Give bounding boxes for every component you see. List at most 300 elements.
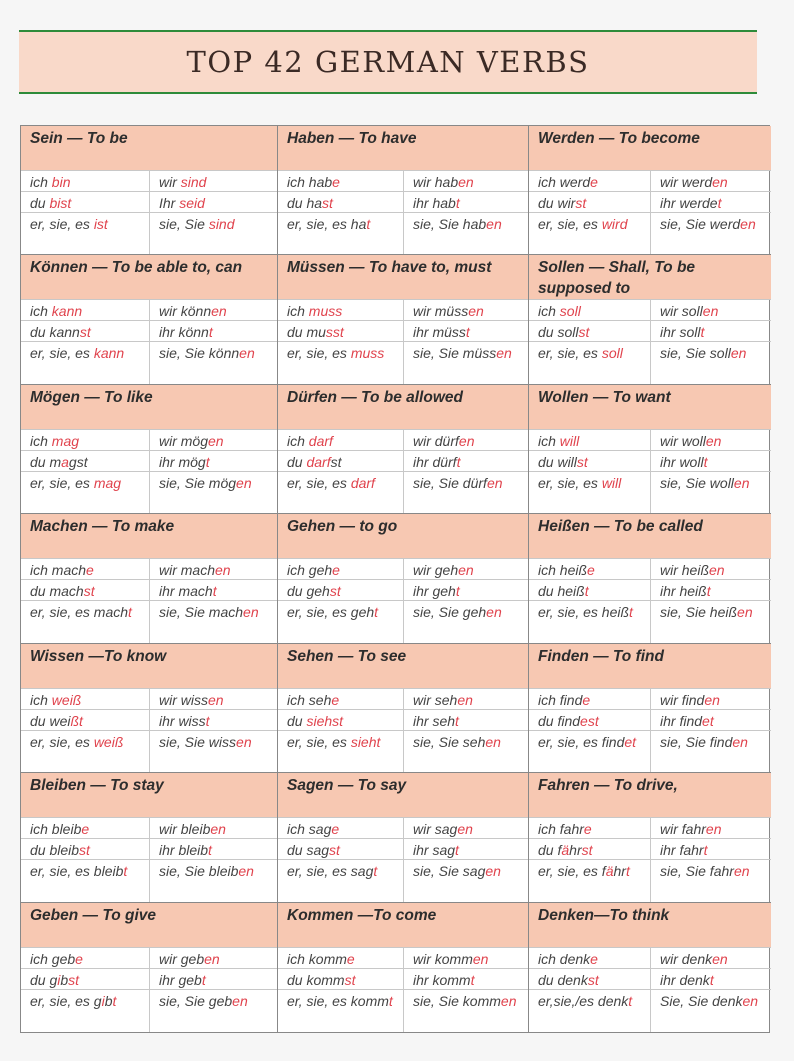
verb-heading: Gehen — to go bbox=[278, 514, 528, 558]
conjugation-cell bbox=[149, 559, 277, 579]
ending-text: t bbox=[373, 863, 378, 880]
conjugation-row bbox=[278, 170, 528, 191]
ending-text: en bbox=[485, 733, 501, 750]
ending-text: e bbox=[590, 174, 598, 190]
conjugation-cell bbox=[21, 430, 149, 450]
conjugation-cell bbox=[650, 818, 771, 838]
ending-text: bin bbox=[51, 174, 71, 190]
conjugation-row bbox=[21, 450, 277, 471]
stem-text: du mach bbox=[30, 583, 84, 600]
conjugation-cell bbox=[149, 818, 277, 838]
stem-text: er, sie, es bbox=[287, 733, 351, 750]
stem-text: wir mach bbox=[159, 562, 216, 579]
ending-text: en bbox=[215, 562, 231, 579]
conjugation-cell bbox=[21, 192, 149, 212]
ending-text: en bbox=[709, 562, 725, 579]
conjugation-cell bbox=[650, 580, 771, 600]
ending-text: en bbox=[204, 950, 220, 967]
ending-text: ßt bbox=[70, 712, 83, 729]
conjugation-cell bbox=[529, 213, 650, 254]
stem-text: du g bbox=[30, 971, 58, 988]
ending-text: t bbox=[455, 583, 460, 600]
conjugation-cell bbox=[278, 192, 403, 212]
conjugation-cell bbox=[149, 990, 277, 1032]
conjugation-cell bbox=[403, 342, 528, 383]
conjugation-row bbox=[21, 600, 277, 642]
ending-text: mag bbox=[51, 432, 80, 449]
ending-text: en bbox=[210, 821, 226, 838]
ending-text: en bbox=[458, 432, 475, 449]
ending-text: muss bbox=[308, 303, 343, 320]
conjugation-row bbox=[278, 212, 528, 254]
conjugation-row bbox=[278, 558, 528, 579]
conjugation-row bbox=[529, 320, 771, 341]
conjugation-cell bbox=[403, 321, 528, 341]
conjugation-row bbox=[278, 579, 528, 600]
conjugation-cell bbox=[650, 689, 771, 709]
conjugation-cell bbox=[21, 171, 149, 191]
conjugation-cell bbox=[403, 472, 528, 513]
conjugation-cell bbox=[149, 171, 277, 191]
conjugation-row bbox=[529, 709, 771, 730]
conjugation-row bbox=[529, 191, 771, 212]
conjugation-cell bbox=[21, 472, 149, 513]
stem-text: sie, Sie wiss bbox=[159, 733, 237, 750]
stem-text: wir find bbox=[660, 691, 705, 708]
stem-text: wir hab bbox=[413, 174, 459, 190]
conjugation-cell bbox=[21, 710, 149, 730]
stem-text: du mu bbox=[287, 324, 326, 341]
stem-text: er, sie, es ha bbox=[287, 216, 367, 232]
conjugation-cell bbox=[403, 451, 528, 471]
conjugation-cell bbox=[529, 430, 650, 450]
conjugation-cell bbox=[403, 818, 528, 838]
ending-text: t bbox=[456, 453, 461, 470]
stem-text: ihr soll bbox=[660, 324, 701, 341]
conjugation-row bbox=[529, 299, 771, 320]
conjugation-row bbox=[529, 989, 771, 1032]
stem-text: er, sie, es bbox=[287, 345, 351, 362]
verb-heading: Heißen — To be called bbox=[529, 514, 771, 558]
ending-text: en bbox=[457, 691, 473, 708]
ending-text: e bbox=[583, 821, 592, 838]
conjugation-cell bbox=[149, 948, 277, 968]
stem-text: sie, Sie soll bbox=[660, 345, 731, 362]
verb-heading: Sagen — To say bbox=[278, 773, 528, 817]
ending-text: t bbox=[128, 604, 132, 621]
ending-text: e bbox=[587, 562, 595, 579]
conjugation-cell bbox=[403, 300, 528, 320]
verb-heading: Wissen —To know bbox=[21, 644, 277, 688]
conjugation-cell bbox=[278, 580, 403, 600]
ending-text: en bbox=[485, 863, 501, 880]
conjugation-cell bbox=[650, 342, 771, 383]
conjugation-row bbox=[529, 429, 771, 450]
stem-text: ihr seh bbox=[413, 712, 456, 729]
verb-card bbox=[21, 644, 278, 773]
verb-card bbox=[21, 255, 278, 384]
conjugation-row bbox=[278, 191, 528, 212]
conjugation-cell bbox=[278, 948, 403, 968]
conjugation-cell bbox=[278, 601, 403, 642]
ending-text: t bbox=[700, 324, 705, 341]
conjugation-cell bbox=[529, 342, 650, 383]
ending-text: t bbox=[703, 453, 708, 470]
ending-text: st bbox=[581, 842, 593, 859]
verb-card bbox=[529, 255, 771, 384]
ending-text: en bbox=[500, 992, 517, 1009]
conjugation-row bbox=[529, 450, 771, 471]
ending-text: siehst bbox=[306, 712, 344, 729]
conjugation-row bbox=[21, 730, 277, 772]
conjugation-cell bbox=[650, 969, 771, 989]
conjugation-row bbox=[529, 579, 771, 600]
conjugation-cell bbox=[403, 990, 528, 1032]
ending-text: en bbox=[211, 303, 227, 320]
stem-text: du ha bbox=[287, 195, 323, 211]
stem-text: sie, Sie fahr bbox=[660, 863, 734, 880]
ending-text: t bbox=[703, 842, 708, 859]
conjugation-cell bbox=[149, 451, 277, 471]
verb-heading: Geben — To give bbox=[21, 903, 277, 947]
stem-text: er, sie, es f bbox=[538, 863, 606, 880]
stem-text: ich mach bbox=[30, 562, 87, 579]
conjugation-row bbox=[529, 947, 771, 968]
conjugation-cell bbox=[278, 860, 403, 901]
stem-text: sie, Sie geb bbox=[159, 992, 233, 1009]
conjugation-cell bbox=[650, 839, 771, 859]
ending-text: t bbox=[709, 971, 714, 988]
stem-text: ich denk bbox=[538, 950, 591, 967]
conjugation-cell bbox=[403, 731, 528, 772]
ending-text: en bbox=[486, 604, 502, 621]
stem-text: ich geh bbox=[287, 562, 333, 579]
stem-text: ich geb bbox=[30, 950, 76, 967]
stem-text: ihr geb bbox=[159, 971, 202, 988]
conjugation-cell bbox=[529, 731, 650, 772]
stem-text: sie, Sie bleib bbox=[159, 863, 239, 880]
ending-text: e bbox=[81, 821, 90, 838]
conjugation-row bbox=[529, 838, 771, 859]
conjugation-cell bbox=[278, 300, 403, 320]
conjugation-cell bbox=[149, 472, 277, 513]
conjugation-row bbox=[529, 688, 771, 709]
stem-text: sie, Sie mög bbox=[159, 474, 237, 491]
ending-text: bist bbox=[49, 195, 72, 211]
ending-text: seid bbox=[179, 195, 205, 211]
stem-text: ihr geh bbox=[413, 583, 456, 600]
conjugation-cell bbox=[278, 839, 403, 859]
conjugation-row bbox=[278, 989, 528, 1032]
conjugation-cell bbox=[149, 689, 277, 709]
conjugation-cell bbox=[278, 171, 403, 191]
ending-text: t bbox=[584, 583, 589, 600]
ending-text: en bbox=[236, 474, 252, 491]
stem-text: ihr komm bbox=[413, 971, 471, 988]
conjugation-row bbox=[529, 600, 771, 642]
ending-text: e bbox=[86, 562, 94, 579]
ending-text: t bbox=[717, 195, 722, 211]
ending-text: e bbox=[346, 950, 355, 967]
stem-text: ich hab bbox=[287, 174, 333, 190]
conjugation-cell bbox=[21, 839, 149, 859]
conjugation-cell bbox=[650, 213, 771, 254]
stem-text: wir heiß bbox=[660, 562, 710, 579]
conjugation-row bbox=[21, 191, 277, 212]
conjugation-cell bbox=[403, 213, 528, 254]
conjugation-row bbox=[278, 600, 528, 642]
conjugation-cell bbox=[529, 860, 650, 901]
stem-text: wir fahr bbox=[660, 821, 706, 838]
ending-text: sst bbox=[325, 324, 344, 341]
verb-card bbox=[278, 903, 529, 1032]
conjugation-row bbox=[278, 341, 528, 383]
conjugation-cell bbox=[529, 171, 650, 191]
conjugation-cell bbox=[21, 818, 149, 838]
verb-heading: Denken—To think bbox=[529, 903, 771, 947]
conjugation-row bbox=[21, 859, 277, 901]
stem-text: du f bbox=[538, 842, 562, 859]
stem-text: ich bbox=[287, 432, 309, 449]
conjugation-cell bbox=[650, 171, 771, 191]
conjugation-cell bbox=[403, 559, 528, 579]
ending-text: ist bbox=[93, 216, 108, 232]
conjugation-row bbox=[21, 429, 277, 450]
conjugation-cell bbox=[403, 689, 528, 709]
conjugation-row bbox=[278, 450, 528, 471]
stem-text: Sie, Sie denk bbox=[660, 992, 743, 1009]
stem-text: gst bbox=[68, 453, 88, 470]
ending-text: ä bbox=[605, 863, 614, 880]
ending-text: t bbox=[374, 604, 379, 621]
ending-text: t bbox=[388, 992, 393, 1009]
conjugation-cell bbox=[650, 430, 771, 450]
stem-text: ich bbox=[287, 303, 309, 320]
verb-heading: Kommen —To come bbox=[278, 903, 528, 947]
page-title: TOP 42 GERMAN VERBS bbox=[186, 45, 590, 79]
ending-text: t bbox=[706, 583, 711, 600]
stem-text: du kann bbox=[30, 324, 80, 341]
stem-text: du bbox=[287, 453, 307, 470]
conjugation-row bbox=[278, 947, 528, 968]
ending-text: darf bbox=[350, 474, 375, 491]
verb-card bbox=[529, 773, 771, 902]
conjugation-cell bbox=[278, 731, 403, 772]
conjugation-cell bbox=[278, 472, 403, 513]
verb-card bbox=[278, 644, 529, 773]
title-banner bbox=[19, 30, 757, 94]
conjugation-row bbox=[21, 212, 277, 254]
stem-text: ihr heiß bbox=[660, 583, 707, 600]
ending-text: will bbox=[601, 474, 622, 491]
stem-text: sie, Sie find bbox=[660, 733, 733, 750]
conjugation-row bbox=[278, 299, 528, 320]
stem-text: ihr mach bbox=[159, 583, 213, 600]
stem-text: du heiß bbox=[538, 583, 585, 600]
conjugation-cell bbox=[403, 948, 528, 968]
ending-text: en bbox=[704, 691, 720, 708]
conjugation-cell bbox=[650, 601, 771, 642]
conjugation-cell bbox=[403, 580, 528, 600]
conjugation-cell bbox=[529, 192, 650, 212]
verb-card bbox=[529, 514, 771, 643]
verb-heading: Dürfen — To be allowed bbox=[278, 385, 528, 429]
ending-text: en bbox=[239, 345, 255, 362]
stem-text: du sag bbox=[287, 842, 330, 859]
ending-text: e bbox=[331, 821, 340, 838]
ending-text: t bbox=[629, 604, 633, 621]
stem-text: ihr fahr bbox=[660, 842, 704, 859]
conjugation-cell bbox=[529, 948, 650, 968]
stem-text: er, sie, es bbox=[30, 733, 94, 750]
stem-text: du komm bbox=[287, 971, 345, 988]
conjugation-row bbox=[529, 341, 771, 383]
conjugation-row bbox=[529, 730, 771, 772]
conjugation-cell bbox=[278, 710, 403, 730]
ending-text: sieht bbox=[350, 733, 381, 750]
ending-text: kann bbox=[51, 303, 83, 320]
stem-text: wir bleib bbox=[159, 821, 211, 838]
conjugation-cell bbox=[21, 342, 149, 383]
ending-text: en bbox=[702, 303, 719, 320]
stem-text: du geh bbox=[287, 583, 330, 600]
stem-text: wir mög bbox=[159, 432, 209, 449]
stem-text: ihr wiss bbox=[159, 712, 206, 729]
stem-text: du soll bbox=[538, 324, 579, 341]
stem-text: er, sie, es geh bbox=[287, 604, 375, 621]
ending-text: muss bbox=[350, 345, 385, 362]
ending-text: st bbox=[79, 842, 90, 859]
stem-text: ich bbox=[30, 691, 52, 708]
verb-heading: Werden — To become bbox=[529, 126, 771, 170]
conjugation-cell bbox=[21, 731, 149, 772]
conjugation-cell bbox=[149, 321, 277, 341]
conjugation-cell bbox=[278, 990, 403, 1032]
conjugation-cell bbox=[529, 710, 650, 730]
verb-heading: Wollen — To want bbox=[529, 385, 771, 429]
stem-text: du bleib bbox=[30, 842, 80, 859]
stem-text: du bbox=[287, 712, 307, 729]
ending-text: en bbox=[733, 474, 750, 491]
stem-text: ich komm bbox=[287, 950, 347, 967]
verb-heading: Können — To be able to, can bbox=[21, 255, 277, 299]
ending-text: t bbox=[208, 324, 213, 341]
conjugation-cell bbox=[529, 839, 650, 859]
conjugation-row bbox=[21, 709, 277, 730]
ending-text: weiß bbox=[93, 733, 124, 750]
ending-text: en bbox=[705, 432, 722, 449]
ending-text: t bbox=[366, 216, 371, 232]
stem-text: ich heiß bbox=[538, 562, 588, 579]
conjugation-cell bbox=[21, 213, 149, 254]
conjugation-row bbox=[21, 341, 277, 383]
ending-text: st bbox=[83, 583, 95, 600]
stem-text: er, sie, es mach bbox=[30, 604, 129, 621]
conjugation-cell bbox=[278, 321, 403, 341]
conjugation-cell bbox=[149, 969, 277, 989]
stem-text: sie, Sie heiß bbox=[660, 604, 738, 621]
ending-text: st bbox=[329, 583, 341, 600]
ending-text: en bbox=[737, 604, 753, 621]
conjugation-cell bbox=[149, 601, 277, 642]
ending-text: est bbox=[580, 712, 599, 729]
conjugation-cell bbox=[149, 710, 277, 730]
ending-text: t bbox=[205, 453, 210, 470]
ending-text: en bbox=[730, 345, 747, 362]
ending-text: en bbox=[486, 216, 502, 232]
conjugation-cell bbox=[278, 969, 403, 989]
ending-text: en bbox=[468, 303, 484, 320]
ending-text: will bbox=[559, 432, 580, 449]
stem-text: sie, Sie komm bbox=[413, 992, 501, 1009]
ending-text: soll bbox=[559, 303, 581, 320]
verb-heading: Bleiben — To stay bbox=[21, 773, 277, 817]
ending-text: soll bbox=[601, 345, 623, 362]
verb-card bbox=[278, 126, 529, 255]
conjugation-row bbox=[529, 968, 771, 989]
verb-heading: Machen — To make bbox=[21, 514, 277, 558]
stem-text: wir geh bbox=[413, 562, 459, 579]
stem-text: ich bleib bbox=[30, 821, 82, 838]
stem-text: ich fahr bbox=[538, 821, 584, 838]
ending-text: st bbox=[576, 453, 588, 470]
stem-text: ich find bbox=[538, 691, 583, 708]
ending-text: st bbox=[79, 324, 91, 341]
conjugation-cell bbox=[529, 990, 650, 1032]
conjugation-cell bbox=[21, 321, 149, 341]
stem-text: wir soll bbox=[660, 303, 703, 320]
stem-text: du wir bbox=[538, 195, 576, 211]
conjugation-cell bbox=[529, 601, 650, 642]
verb-card bbox=[278, 514, 529, 643]
stem-text: ihr könn bbox=[159, 324, 209, 341]
ending-text: st bbox=[344, 971, 356, 988]
stem-text: er, sie, es bbox=[287, 474, 351, 491]
verb-card bbox=[21, 385, 278, 514]
ending-text: en bbox=[458, 562, 474, 579]
conjugation-row bbox=[529, 859, 771, 901]
conjugation-cell bbox=[21, 689, 149, 709]
conjugation-cell bbox=[403, 171, 528, 191]
stem-text: er, sie, es sag bbox=[287, 863, 374, 880]
ending-text: en bbox=[238, 863, 254, 880]
conjugation-cell bbox=[529, 300, 650, 320]
ending-text: st bbox=[578, 324, 590, 341]
ending-text: en bbox=[243, 604, 259, 621]
stem-text: du m bbox=[30, 453, 62, 470]
conjugation-cell bbox=[403, 839, 528, 859]
stem-text: wir woll bbox=[660, 432, 706, 449]
conjugation-cell bbox=[149, 342, 277, 383]
verb-card bbox=[21, 514, 278, 643]
ending-text: en bbox=[232, 992, 248, 1009]
conjugation-cell bbox=[403, 601, 528, 642]
conjugation-cell bbox=[149, 213, 277, 254]
ending-text: t bbox=[208, 842, 212, 859]
ending-text: en bbox=[486, 474, 503, 491]
conjugation-row bbox=[21, 299, 277, 320]
ending-text: en bbox=[742, 992, 759, 1009]
stem-text: er, sie, es bbox=[30, 345, 94, 362]
ending-text: e bbox=[332, 174, 340, 190]
stem-text: ihr find bbox=[660, 712, 703, 729]
verb-heading: Mögen — To like bbox=[21, 385, 277, 429]
conjugation-cell bbox=[149, 192, 277, 212]
ending-text: t bbox=[201, 971, 206, 988]
ending-text: t bbox=[455, 195, 460, 211]
conjugation-cell bbox=[278, 451, 403, 471]
ending-text: t bbox=[212, 583, 217, 600]
